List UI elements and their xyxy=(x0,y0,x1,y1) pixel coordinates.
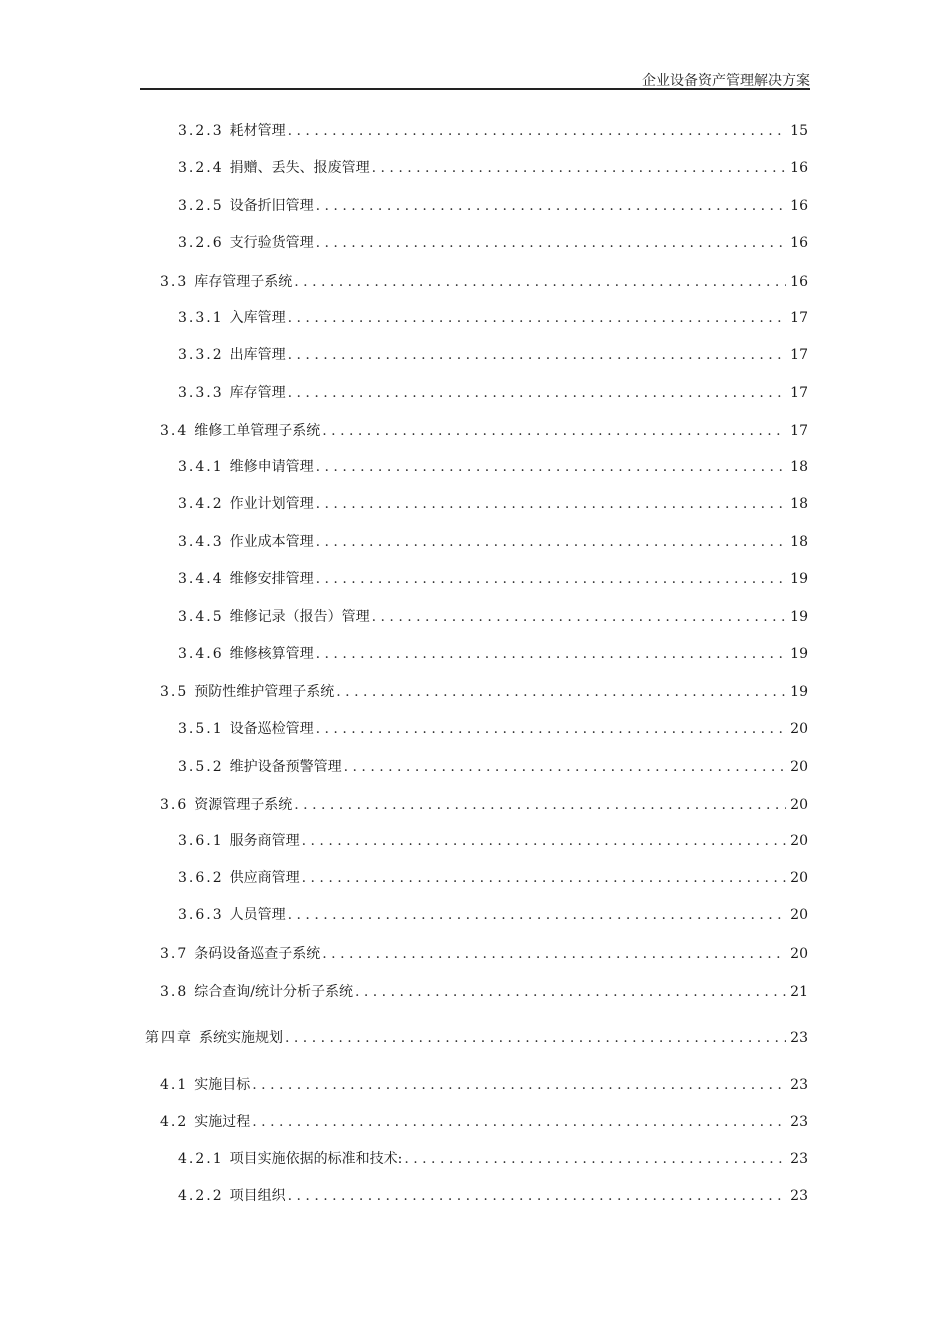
toc-dot-leader xyxy=(288,309,786,327)
toc-dot-leader xyxy=(316,645,786,663)
toc-entry-page: 20 xyxy=(790,797,808,813)
toc-entry-page: 15 xyxy=(790,123,808,139)
toc-entry[interactable] xyxy=(178,118,808,140)
toc-entry-title: 维修记录（报告）管理 xyxy=(229,609,370,625)
toc-entry-page: 19 xyxy=(790,571,808,587)
toc-entry-title: 维修安排管理 xyxy=(229,571,314,587)
toc-dot-leader xyxy=(372,608,786,626)
toc-entry[interactable] xyxy=(178,155,808,177)
toc-dot-leader xyxy=(316,197,786,215)
toc-dot-leader xyxy=(316,533,786,551)
toc-entry[interactable] xyxy=(160,269,808,291)
toc-entry-page: 16 xyxy=(790,160,808,176)
toc-entry-number: 3.4.5 xyxy=(178,609,224,625)
toc-dot-leader xyxy=(336,683,786,701)
toc-entry-number: 3.3 xyxy=(160,274,189,290)
toc-entry-number: 3.6.3 xyxy=(178,907,224,923)
toc-dot-leader xyxy=(288,384,786,402)
toc-entry-title: 维修工单管理子系统 xyxy=(194,423,321,439)
toc-entry-page: 20 xyxy=(790,833,808,849)
toc-entry-number: 4.2.2 xyxy=(178,1188,224,1204)
toc-dot-leader xyxy=(294,273,786,291)
toc-dot-leader xyxy=(322,945,786,963)
toc-entry-title: 设备折旧管理 xyxy=(229,198,314,214)
toc-entry-number: 3.2.5 xyxy=(178,198,224,214)
toc-entry[interactable] xyxy=(145,1025,808,1047)
toc-entry-number: 4.2.1 xyxy=(178,1151,224,1167)
toc-entry-title: 维修申请管理 xyxy=(229,459,314,475)
toc-entry[interactable] xyxy=(178,529,808,551)
toc-entry-number: 3.2.6 xyxy=(178,235,224,251)
toc-entry-title: 服务商管理 xyxy=(229,833,300,849)
toc-dot-leader xyxy=(288,906,786,924)
toc-dot-leader xyxy=(316,570,786,588)
toc-entry[interactable] xyxy=(178,230,808,252)
toc-entry-title: 作业成本管理 xyxy=(229,534,314,550)
toc-entry-page: 18 xyxy=(790,496,808,512)
toc-entry-number: 3.5.1 xyxy=(178,721,224,737)
toc-entry-title: 设备巡检管理 xyxy=(229,721,314,737)
toc-dot-leader xyxy=(288,346,786,364)
toc-entry-title: 人员管理 xyxy=(229,907,286,923)
toc-entry-number: 4.1 xyxy=(160,1077,189,1093)
toc-entry[interactable] xyxy=(160,1109,808,1131)
toc-entry[interactable] xyxy=(178,1183,808,1205)
toc-entry-title: 作业计划管理 xyxy=(229,496,314,512)
toc-dot-leader xyxy=(252,1076,786,1094)
toc-entry-title: 入库管理 xyxy=(229,310,286,326)
toc-entry[interactable] xyxy=(178,865,808,887)
toc-entry[interactable] xyxy=(160,979,808,1001)
toc-entry-title: 实施目标 xyxy=(194,1077,251,1093)
toc-dot-leader xyxy=(316,234,786,252)
toc-entry-number: 3.3.3 xyxy=(178,385,224,401)
toc-entry-title: 耗材管理 xyxy=(229,123,286,139)
toc-entry-page: 19 xyxy=(790,609,808,625)
toc-entry-number: 3.6.2 xyxy=(178,870,224,886)
toc-entry[interactable] xyxy=(178,641,808,663)
toc-entry[interactable] xyxy=(178,1146,808,1168)
toc-entry-number: 3.8 xyxy=(160,984,189,1000)
toc-entry[interactable] xyxy=(160,418,808,440)
toc-entry-page: 16 xyxy=(790,198,808,214)
toc-entry-page: 21 xyxy=(790,984,808,1000)
toc-entry-page: 16 xyxy=(790,274,808,290)
toc-entry-number: 3.3.2 xyxy=(178,347,224,363)
toc-entry-title: 项目实施依据的标准和技术: xyxy=(229,1151,403,1167)
toc-entry-number: 第四章 xyxy=(145,1030,193,1046)
toc-entry[interactable] xyxy=(178,754,808,776)
toc-entry[interactable] xyxy=(160,792,808,814)
toc-entry-number: 3.5 xyxy=(160,684,189,700)
toc-entry-number: 3.5.2 xyxy=(178,759,224,775)
toc-entry-page: 16 xyxy=(790,235,808,251)
toc-entry-number: 3.4.2 xyxy=(178,496,224,512)
header-title: 企业设备资产管理解决方案 xyxy=(642,73,810,89)
toc-entry-page: 17 xyxy=(790,310,808,326)
toc-entry-title: 系统实施规划 xyxy=(199,1030,283,1046)
toc-dot-leader xyxy=(294,796,786,814)
toc-entry-page: 20 xyxy=(790,759,808,775)
toc-dot-leader xyxy=(316,720,786,738)
toc-entry[interactable] xyxy=(178,828,808,850)
toc-entry-page: 20 xyxy=(790,870,808,886)
toc-entry-page: 18 xyxy=(790,534,808,550)
toc-entry-number: 3.4.3 xyxy=(178,534,224,550)
toc-entry[interactable] xyxy=(178,454,808,476)
toc-entry-number: 3.4.1 xyxy=(178,459,224,475)
toc-entry-page: 20 xyxy=(790,907,808,923)
toc-entry[interactable] xyxy=(178,566,808,588)
toc-entry-title: 维修核算管理 xyxy=(229,646,314,662)
toc-dot-leader xyxy=(252,1113,786,1131)
toc-entry-page: 19 xyxy=(790,646,808,662)
toc-entry-title: 库存管理 xyxy=(229,385,286,401)
toc-entry-number: 3.4 xyxy=(160,423,189,439)
toc-entry-title: 预防性维护管理子系统 xyxy=(194,684,335,700)
toc-dot-leader xyxy=(322,422,786,440)
toc-entry-title: 捐赠、丢失、报废管理 xyxy=(229,160,370,176)
toc-entry-number: 3.3.1 xyxy=(178,310,224,326)
toc-entry-page: 18 xyxy=(790,459,808,475)
toc-dot-leader xyxy=(302,832,786,850)
toc-entry-title: 维护设备预警管理 xyxy=(229,759,342,775)
toc-entry-title: 出库管理 xyxy=(229,347,286,363)
toc-entry-number: 3.4.4 xyxy=(178,571,224,587)
toc-dot-leader xyxy=(316,458,786,476)
toc-dot-leader xyxy=(404,1150,786,1168)
toc-dot-leader xyxy=(285,1029,786,1047)
toc-entry-page: 17 xyxy=(790,347,808,363)
toc-dot-leader xyxy=(355,983,786,1001)
toc-entry-title: 资源管理子系统 xyxy=(194,797,293,813)
toc-entry-page: 20 xyxy=(790,721,808,737)
toc-entry-page: 19 xyxy=(790,684,808,700)
toc-entry[interactable] xyxy=(178,491,808,513)
toc-entry-title: 支行验货管理 xyxy=(229,235,314,251)
toc-entry-page: 23 xyxy=(790,1114,808,1130)
toc-entry[interactable] xyxy=(160,941,808,963)
toc-dot-leader xyxy=(372,159,786,177)
toc-entry-title: 条码设备巡查子系统 xyxy=(194,946,321,962)
toc-entry-number: 3.4.6 xyxy=(178,646,224,662)
header-rule xyxy=(140,88,810,90)
toc-entry[interactable] xyxy=(178,604,808,626)
toc-entry-title: 库存管理子系统 xyxy=(194,274,293,290)
toc-entry-page: 23 xyxy=(790,1188,808,1204)
toc-entry-page: 23 xyxy=(790,1077,808,1093)
toc-dot-leader xyxy=(302,869,786,887)
toc-entry-title: 供应商管理 xyxy=(229,870,300,886)
toc-entry-number: 3.6.1 xyxy=(178,833,224,849)
toc-entry[interactable] xyxy=(160,679,808,701)
toc-entry[interactable] xyxy=(178,193,808,215)
toc-entry-page: 23 xyxy=(790,1030,808,1046)
toc-entry-number: 3.2.3 xyxy=(178,123,224,139)
toc-entry[interactable] xyxy=(178,380,808,402)
toc-entry[interactable] xyxy=(178,716,808,738)
toc-entry-page: 23 xyxy=(790,1151,808,1167)
toc-entry-number: 3.7 xyxy=(160,946,189,962)
toc-dot-leader xyxy=(344,758,786,776)
toc-entry[interactable] xyxy=(178,342,808,364)
toc-entry-title: 项目组织 xyxy=(229,1188,286,1204)
toc-entry[interactable] xyxy=(160,1072,808,1094)
toc-entry-page: 17 xyxy=(790,423,808,439)
toc-entry-number: 3.6 xyxy=(160,797,189,813)
toc-entry[interactable] xyxy=(178,305,808,327)
toc-entry-number: 3.2.4 xyxy=(178,160,224,176)
toc-entry-number: 4.2 xyxy=(160,1114,189,1130)
toc-entry-title: 实施过程 xyxy=(194,1114,251,1130)
toc-dot-leader xyxy=(288,1187,786,1205)
toc-entry-page: 20 xyxy=(790,946,808,962)
toc-dot-leader xyxy=(316,495,786,513)
toc-dot-leader xyxy=(288,122,786,140)
toc-entry-page: 17 xyxy=(790,385,808,401)
toc-entry[interactable] xyxy=(178,902,808,924)
toc-entry-title: 综合查询/统计分析子系统 xyxy=(194,984,353,1000)
